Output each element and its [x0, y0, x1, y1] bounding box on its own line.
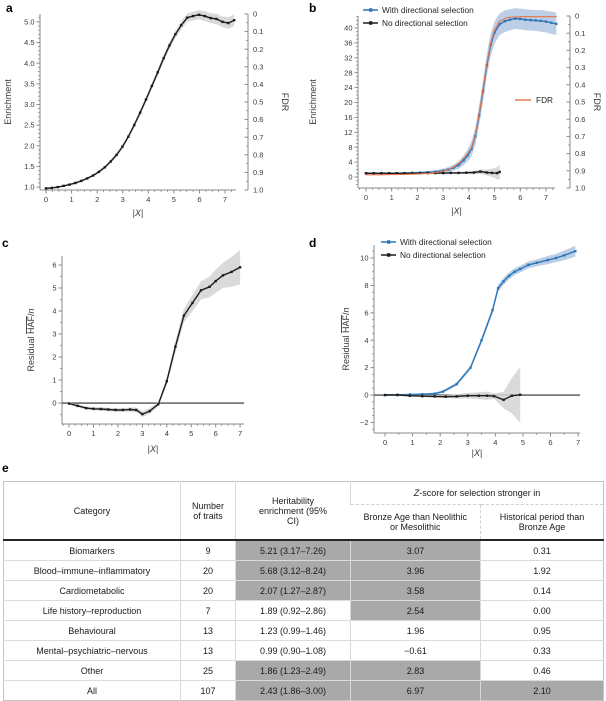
svg-text:5: 5: [171, 195, 176, 204]
svg-text:0: 0: [43, 195, 49, 204]
cell-heritability-enrichment: 1.89 (0.92–2.86): [236, 601, 351, 621]
svg-text:0.7: 0.7: [253, 132, 264, 142]
cell-heritability-enrichment: 2.07 (1.27–2.87): [236, 581, 351, 601]
cell-zscore-historical-vs-bronze: 0.00: [481, 601, 604, 621]
svg-text:2: 2: [95, 195, 100, 204]
svg-text:5: 5: [189, 429, 194, 438]
svg-text:20: 20: [344, 98, 353, 108]
svg-text:2: 2: [52, 352, 57, 362]
chart-b-enrichment-fdr-simulation: [303, 0, 606, 230]
panel-c: [0, 230, 303, 465]
cell-number-of-traits: 13: [181, 641, 236, 661]
legend-entry: [381, 250, 486, 260]
svg-text:0: 0: [364, 390, 369, 400]
cell-category: Blood–immune–inflammatory: [4, 561, 181, 581]
x-axis-label: |X|: [147, 444, 159, 454]
cell-category: Behavioural: [4, 621, 181, 641]
summary-table-body: [4, 540, 604, 701]
cell-category: Mental–psychiatric–nervous: [4, 641, 181, 661]
svg-text:1.0: 1.0: [575, 183, 586, 193]
svg-text:4: 4: [493, 438, 498, 447]
cell-category: All: [4, 681, 181, 701]
svg-text:0.2: 0.2: [253, 44, 264, 54]
svg-text:2.0: 2.0: [24, 141, 35, 151]
cell-number-of-traits: 7: [181, 601, 236, 621]
legend-entry: [363, 18, 468, 28]
svg-text:5: 5: [492, 193, 497, 202]
svg-text:0: 0: [363, 193, 369, 202]
cell-heritability-enrichment: 2.43 (1.86–3.00): [236, 681, 351, 701]
cell-zscore-bronze-vs-neolithic: 3.58: [351, 581, 481, 601]
svg-text:4: 4: [164, 429, 169, 438]
svg-text:12: 12: [344, 127, 353, 137]
table-row: [4, 641, 604, 661]
svg-text:4: 4: [466, 193, 471, 202]
y-axis-label: Enrichment: [308, 79, 318, 125]
cell-heritability-enrichment: 1.23 (0.99–1.46): [236, 621, 351, 641]
svg-text:5.0: 5.0: [24, 17, 35, 27]
svg-text:2: 2: [415, 193, 420, 202]
svg-text:36: 36: [344, 38, 353, 48]
svg-text:0: 0: [575, 11, 580, 21]
axes: [24, 10, 290, 204]
series-with-selection: [384, 246, 577, 397]
cell-zscore-bronze-vs-neolithic: 3.96: [351, 561, 481, 581]
series-no-selection: [384, 367, 522, 423]
svg-text:No directional selection: No directional selection: [400, 250, 486, 260]
chart-a-enrichment-fdr: [0, 0, 303, 230]
header-zscore-group: [351, 482, 604, 505]
cell-zscore-bronze-vs-neolithic: 3.07: [351, 540, 481, 561]
svg-text:7: 7: [543, 193, 549, 202]
svg-text:3.5: 3.5: [24, 79, 35, 89]
svg-text:2.5: 2.5: [24, 120, 35, 130]
svg-text:6: 6: [518, 193, 523, 202]
svg-text:4: 4: [52, 306, 57, 316]
svg-text:FDR: FDR: [280, 92, 290, 112]
legend-entry: [363, 5, 474, 15]
svg-text:1: 1: [52, 375, 57, 385]
svg-text:3: 3: [52, 329, 57, 339]
svg-text:0.5: 0.5: [253, 97, 264, 107]
panel-b: [303, 0, 606, 230]
y-axis-label: Residual HAF/n: [26, 308, 36, 372]
panel-a: [0, 0, 303, 230]
svg-text:With directional selection: With directional selection: [400, 237, 492, 247]
svg-text:0.1: 0.1: [575, 28, 586, 38]
svg-text:4.0: 4.0: [24, 58, 35, 68]
x-axis-label: |X|: [132, 208, 144, 218]
cell-zscore-historical-vs-bronze: 1.92: [481, 561, 604, 581]
svg-text:6: 6: [548, 438, 553, 447]
svg-text:1: 1: [389, 193, 394, 202]
svg-text:0: 0: [382, 438, 388, 447]
cell-zscore-bronze-vs-neolithic: 2.83: [351, 661, 481, 681]
svg-text:0.9: 0.9: [253, 168, 264, 177]
table-row: [4, 561, 604, 581]
series-fdr: [366, 17, 556, 175]
chart-c-residual-haf: [0, 230, 303, 465]
table-row: [4, 581, 604, 601]
svg-text:FDR: FDR: [536, 95, 554, 105]
cell-zscore-bronze-vs-neolithic: 1.96: [351, 621, 481, 641]
svg-text:0.1: 0.1: [253, 27, 264, 37]
cell-heritability-enrichment: 5.68 (3.12–8.24): [236, 561, 351, 581]
svg-text:6: 6: [52, 260, 57, 270]
svg-text:6: 6: [364, 308, 369, 318]
svg-text:8: 8: [364, 281, 369, 291]
svg-text:1: 1: [69, 195, 74, 204]
panel-label-b: b: [309, 1, 317, 15]
svg-text:0: 0: [52, 398, 57, 408]
header-bronze-vs-neolithic: Bronze Age than Neolithic or Mesolithic: [351, 505, 481, 541]
svg-text:0.6: 0.6: [253, 115, 264, 125]
cell-number-of-traits: 20: [181, 561, 236, 581]
svg-text:2: 2: [115, 429, 121, 438]
svg-text:8: 8: [348, 142, 353, 152]
svg-text:With directional selection: With directional selection: [382, 5, 474, 15]
svg-text:0.8: 0.8: [575, 149, 586, 159]
svg-text:3: 3: [465, 438, 470, 447]
series-residual-haf: [68, 250, 241, 417]
cell-heritability-enrichment: 1.86 (1.23–2.49): [236, 661, 351, 681]
svg-text:0: 0: [253, 9, 258, 19]
svg-text:0.8: 0.8: [253, 150, 264, 160]
zscore-italic-z: Z: [413, 488, 420, 498]
summary-table: [3, 481, 604, 701]
cell-heritability-enrichment: 5.21 (3.17–7.26): [236, 540, 351, 561]
svg-text:1.5: 1.5: [24, 162, 35, 172]
header-historical-vs-bronze: Historical period than Bronze Age: [481, 505, 604, 541]
series-enrichment: [45, 10, 236, 189]
cell-zscore-historical-vs-bronze: 0.95: [481, 621, 604, 641]
svg-text:3: 3: [120, 195, 125, 204]
svg-text:10: 10: [360, 253, 369, 263]
svg-text:0: 0: [66, 429, 72, 438]
cell-number-of-traits: 13: [181, 621, 236, 641]
panel-label-a: a: [6, 1, 13, 15]
cell-number-of-traits: 9: [181, 540, 236, 561]
svg-text:4.5: 4.5: [24, 38, 35, 48]
svg-text:1.0: 1.0: [253, 185, 264, 195]
svg-text:0.4: 0.4: [575, 80, 586, 90]
x-axis-label: |X|: [471, 448, 483, 458]
table-row: [4, 661, 604, 681]
y-axis-label: Residual HAF/n: [341, 307, 351, 371]
table-header: [4, 482, 604, 541]
svg-text:6: 6: [197, 195, 202, 204]
y-axis-label: Enrichment: [3, 79, 13, 125]
svg-text:2: 2: [438, 438, 443, 447]
header-category: Category: [73, 505, 111, 516]
svg-text:FDR: FDR: [592, 92, 602, 112]
table-row: [4, 621, 604, 641]
panel-label-d: d: [309, 236, 317, 250]
fdr-inline-legend: [515, 95, 553, 105]
series-with-selection: [365, 8, 558, 174]
cell-category: Life history–reproduction: [4, 601, 181, 621]
cell-category: Biomarkers: [4, 540, 181, 561]
svg-text:4: 4: [364, 335, 369, 345]
panel-label-c: c: [2, 236, 9, 250]
zscore-rest: -score for selection stronger in: [419, 488, 541, 498]
table-row: [4, 540, 604, 561]
svg-text:28: 28: [344, 68, 353, 78]
svg-text:1: 1: [410, 438, 415, 447]
svg-text:0.3: 0.3: [253, 62, 264, 72]
cell-zscore-historical-vs-bronze: 0.14: [481, 581, 604, 601]
svg-text:0.7: 0.7: [575, 132, 586, 141]
cell-number-of-traits: 107: [181, 681, 236, 701]
cell-zscore-historical-vs-bronze: 2.10: [481, 681, 604, 701]
svg-text:1: 1: [91, 429, 96, 438]
x-axis-label: |X|: [451, 206, 462, 216]
cell-zscore-historical-vs-bronze: 0.33: [481, 641, 604, 661]
panel-d: [303, 230, 606, 465]
svg-text:0.5: 0.5: [575, 97, 586, 107]
svg-text:5: 5: [52, 283, 57, 293]
svg-text:No directional selection: No directional selection: [382, 18, 468, 28]
cell-category: Other: [4, 661, 181, 681]
table-row: [4, 601, 604, 621]
legend-entry: [381, 237, 492, 247]
svg-text:40: 40: [344, 23, 353, 33]
cell-zscore-bronze-vs-neolithic: 2.54: [351, 601, 481, 621]
header-heritability-enrichment: Heritability enrichment (95% CI): [236, 482, 351, 541]
svg-text:0: 0: [348, 172, 353, 182]
svg-text:−2: −2: [359, 418, 369, 428]
svg-text:0.3: 0.3: [575, 63, 586, 73]
cell-zscore-bronze-vs-neolithic: −0.61: [351, 641, 481, 661]
svg-text:3: 3: [140, 429, 145, 438]
axes: [360, 245, 580, 447]
svg-text:3.0: 3.0: [24, 100, 35, 110]
summary-table-section: [3, 481, 603, 701]
cell-number-of-traits: 25: [181, 661, 236, 681]
svg-text:0.9: 0.9: [575, 166, 586, 176]
cell-zscore-historical-vs-bronze: 0.46: [481, 661, 604, 681]
panel-label-e: e: [2, 461, 9, 475]
svg-text:7: 7: [238, 429, 243, 438]
cell-category: Cardiometabolic: [4, 581, 181, 601]
svg-text:1.0: 1.0: [24, 182, 35, 192]
cell-heritability-enrichment: 0.99 (0.90–1.08): [236, 641, 351, 661]
svg-text:24: 24: [344, 83, 353, 93]
chart-d-residual-haf-simulation: [303, 230, 606, 465]
svg-text:0.2: 0.2: [575, 46, 586, 55]
header-number-of-traits: Number of traits: [181, 482, 236, 541]
cell-zscore-historical-vs-bronze: 0.31: [481, 540, 604, 561]
table-row: [4, 681, 604, 701]
svg-text:3: 3: [441, 193, 446, 202]
svg-text:4: 4: [348, 157, 353, 167]
svg-text:7: 7: [222, 195, 228, 204]
svg-text:5: 5: [520, 438, 526, 447]
svg-text:4: 4: [146, 195, 151, 204]
svg-text:6: 6: [213, 429, 218, 438]
svg-text:0.6: 0.6: [575, 114, 586, 124]
svg-text:7: 7: [575, 438, 581, 447]
svg-text:2: 2: [364, 363, 369, 373]
cell-number-of-traits: 20: [181, 581, 236, 601]
cell-zscore-bronze-vs-neolithic: 6.97: [351, 681, 481, 701]
svg-text:32: 32: [344, 53, 353, 63]
svg-text:16: 16: [344, 112, 353, 122]
svg-text:0.4: 0.4: [253, 80, 264, 89]
